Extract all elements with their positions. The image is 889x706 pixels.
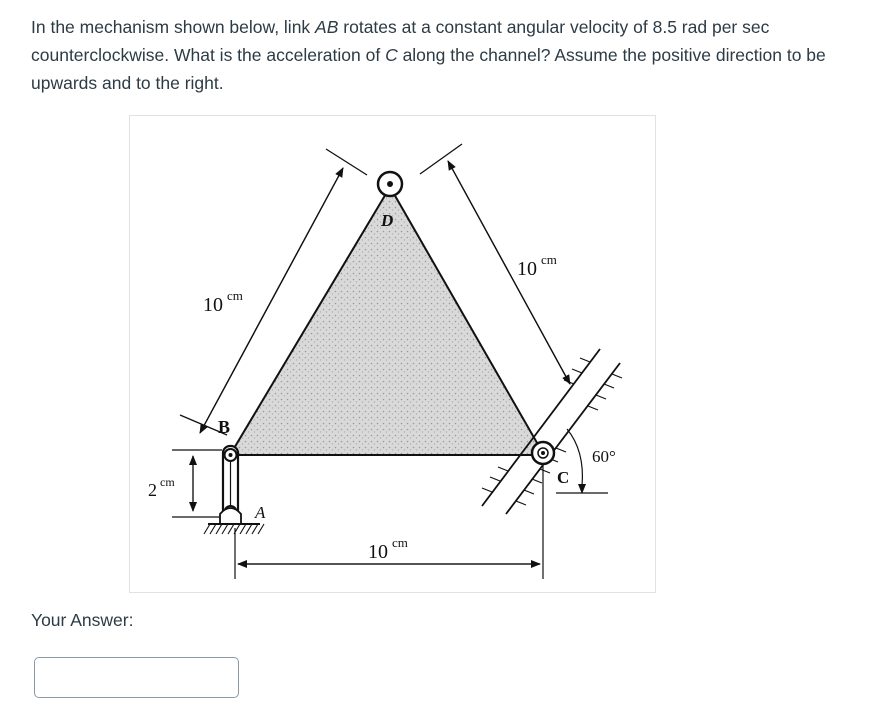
label-d: D (381, 211, 394, 230)
question-text: In the mechanism shown below, link AB rotates at a constant angular velocity of 8.5 rad per sec counterclockwise. What is the acceleration of C along the channel? Assume the positive direction to be upwards and to the right. (31, 17, 826, 93)
dim-ab-unit: cm (160, 475, 175, 489)
angle-label: 60° (592, 447, 616, 466)
dim-bottom-unit: cm (392, 535, 408, 550)
dim-right-value: 10 (517, 258, 537, 280)
right-ext-top (420, 144, 462, 174)
angle-arc (567, 429, 582, 486)
label-b: B (218, 417, 231, 437)
answer-label: Your Answer: (31, 610, 134, 630)
mechanism-figure (129, 115, 656, 593)
label-a: A (255, 503, 266, 522)
dim-ab-value: 2 (148, 480, 157, 500)
left-ext-top (326, 149, 367, 175)
label-c: C (557, 468, 570, 487)
dim-right-unit: cm (541, 252, 557, 267)
dim-bottom-value: 10 (368, 541, 388, 563)
ground-support-a (220, 508, 241, 524)
dim-left-unit: cm (227, 288, 243, 303)
answer-input[interactable] (34, 657, 239, 698)
dim-left-value: 10 (203, 294, 223, 316)
